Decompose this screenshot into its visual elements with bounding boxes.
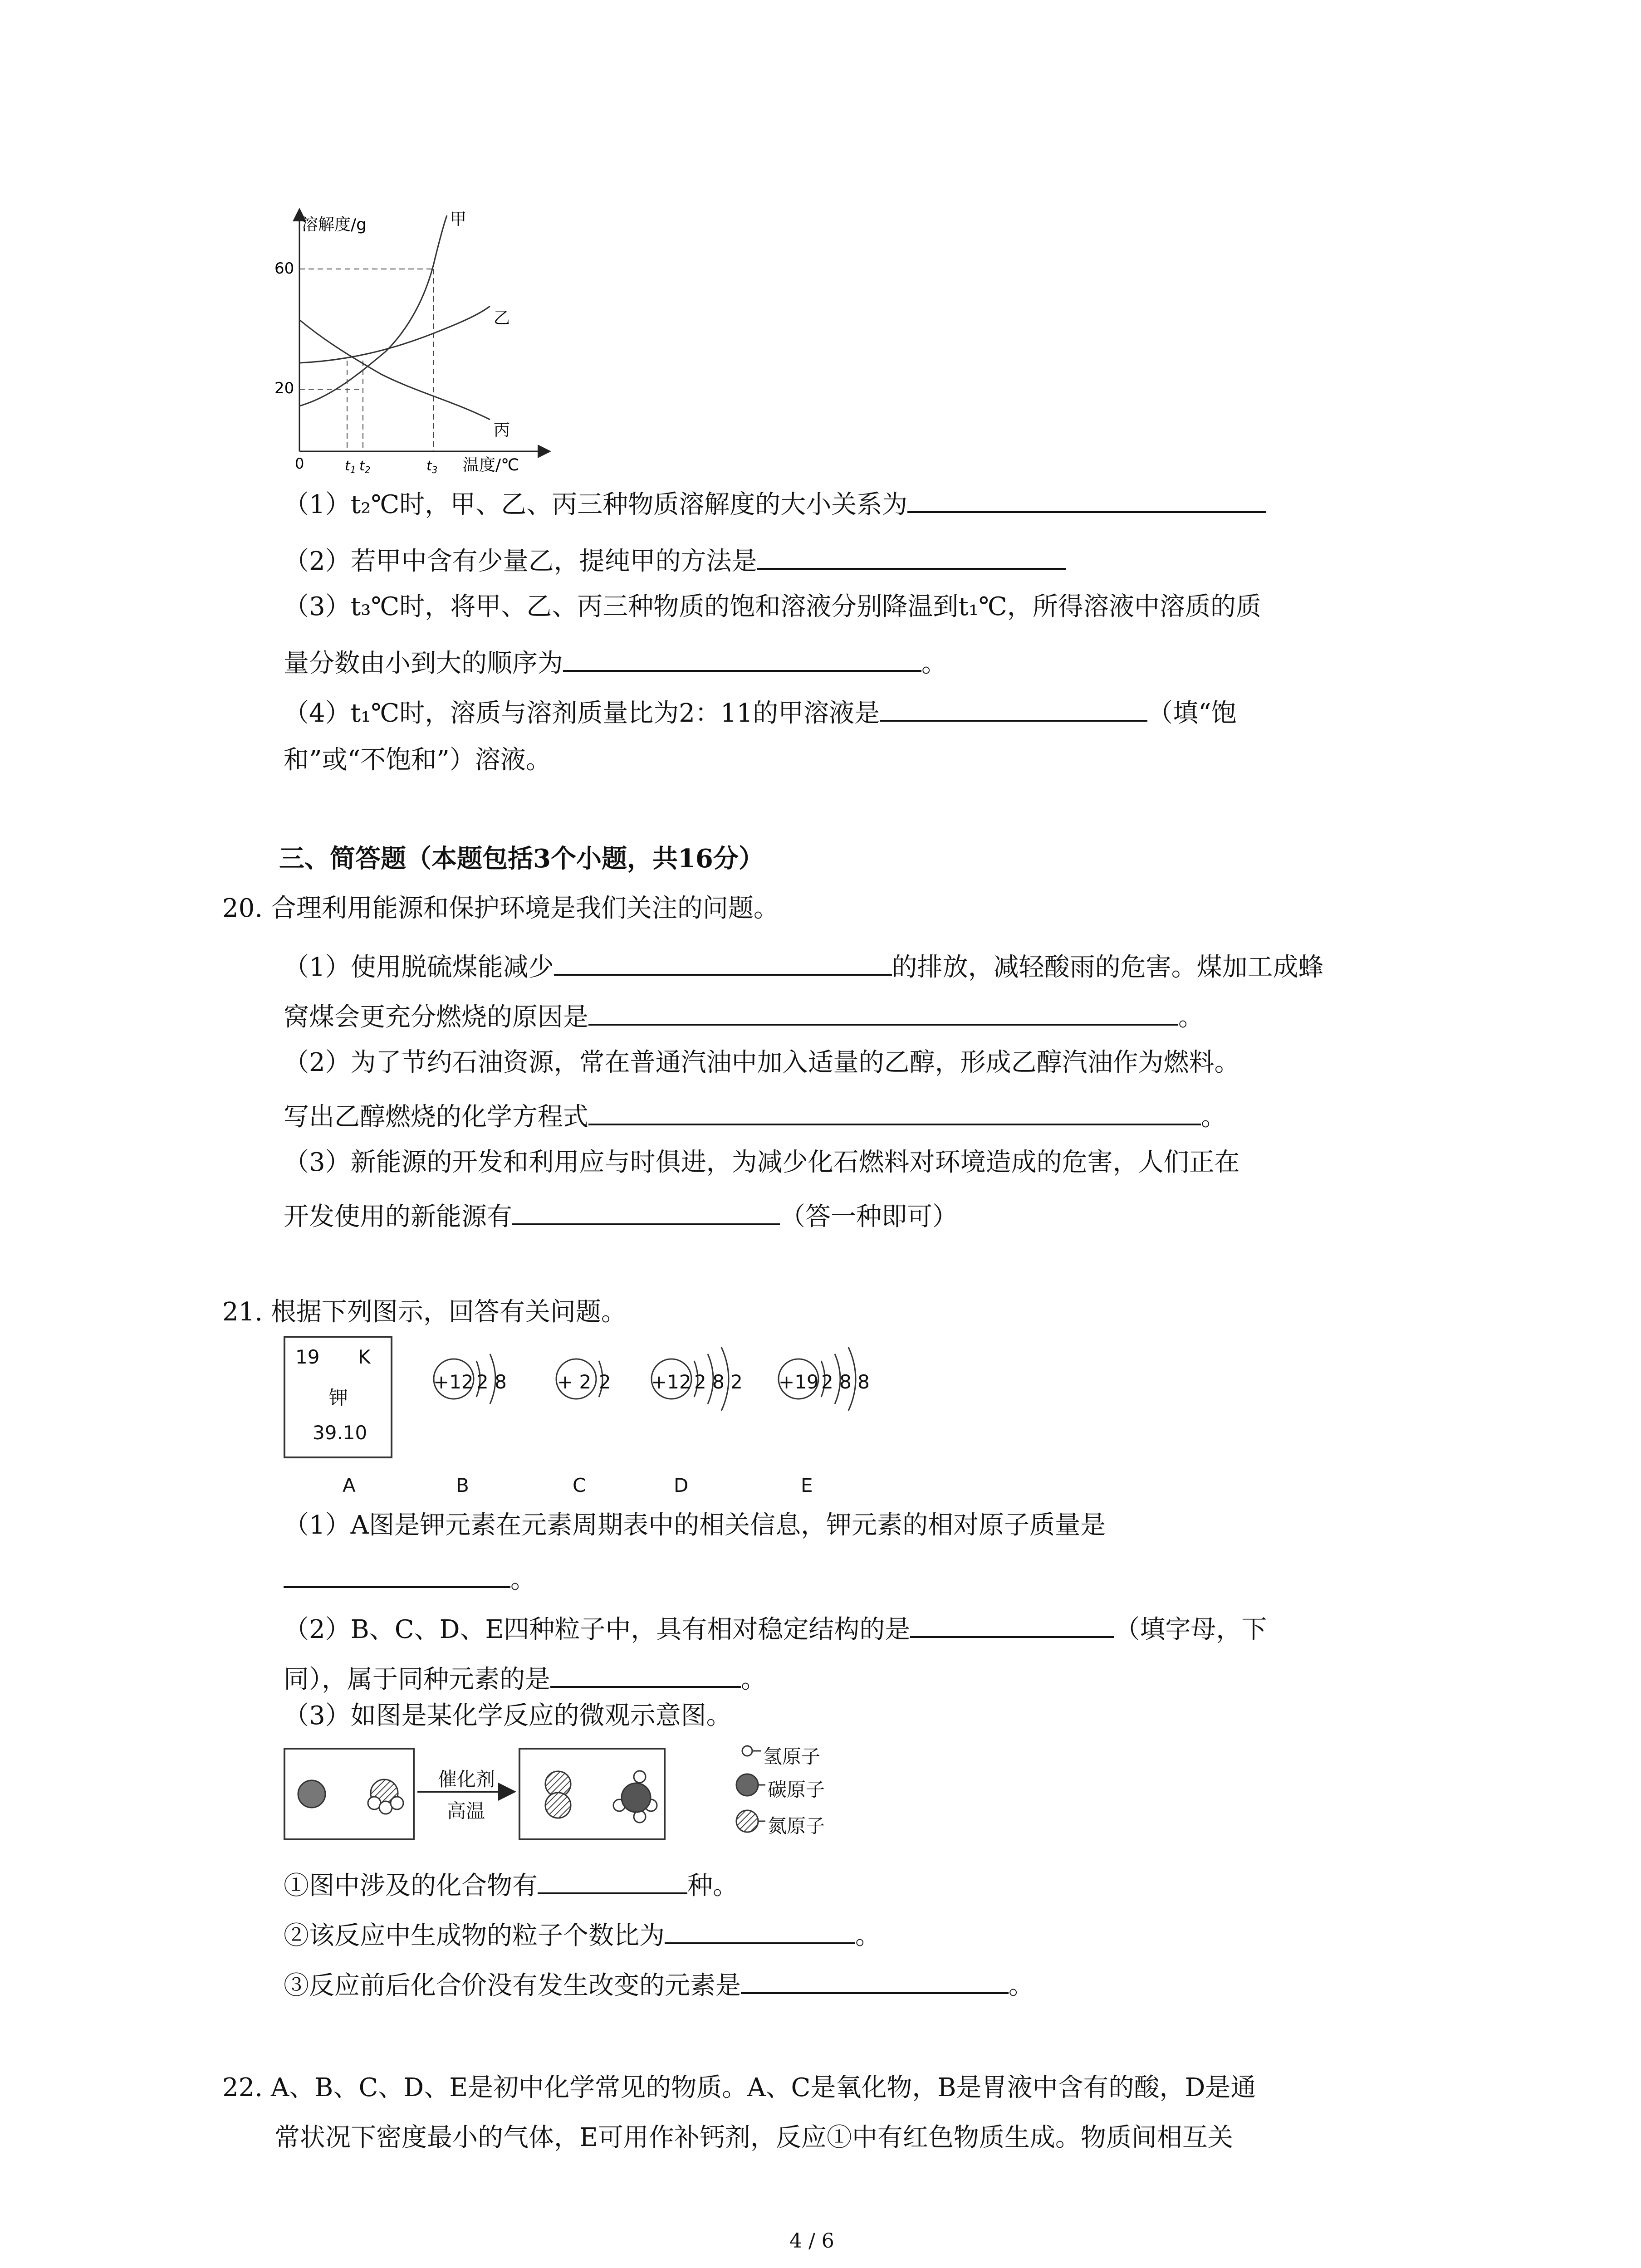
section-heading: 三、简答题（本题包括3个小题，共16分）: [279, 844, 764, 874]
label-c: C: [573, 1474, 586, 1496]
page-number: 4 / 6: [789, 2229, 834, 2253]
atom-b-shells: 2 8: [476, 1371, 507, 1393]
q20-stem: 20. 合理利用能源和保护环境是我们关注的问题。: [222, 894, 779, 923]
answer-blank[interactable]: [550, 1662, 741, 1688]
q21-part3: （3）如图是某化学反应的微观示意图。: [284, 1701, 732, 1730]
curve-jia: [299, 215, 447, 406]
answer-blank[interactable]: [910, 1613, 1114, 1638]
x-tick-t3: $t_3$: [426, 458, 438, 475]
y-tick-20: 20: [274, 379, 294, 397]
label-e: E: [801, 1474, 813, 1496]
label-d: D: [674, 1474, 689, 1496]
legend-carbon-icon: [736, 1774, 758, 1796]
origin-label: 0: [295, 455, 304, 472]
label-jia: 甲: [450, 210, 467, 229]
answer-blank[interactable]: [512, 1200, 780, 1225]
atomic-mass: 39.10: [313, 1422, 367, 1444]
legend-nitrogen-icon: [736, 1810, 758, 1832]
q21-sub3: ③反应前后化合价没有发生改变的元素是 。: [284, 1969, 1034, 1999]
atomic-number: 19: [295, 1346, 320, 1368]
atom-b-nucleus: +12: [433, 1371, 474, 1393]
element-card: [284, 1336, 392, 1458]
solubility-chart: [254, 206, 563, 479]
q21-part1-line2: 。: [284, 1563, 536, 1593]
label-a: A: [343, 1474, 356, 1496]
curve-yi: [299, 306, 490, 363]
q19-part3-line2: 量分数由小到大的顺序为 。: [284, 646, 947, 676]
q22-line2: 常状况下密度最小的气体，E可用作补钙剂，反应①中有红色物质生成。物质间相互关: [274, 2123, 1233, 2152]
nitrogen-atom: [545, 1793, 571, 1818]
legend-hydrogen: 氢原子: [763, 1745, 821, 1768]
chart-xlabel: 温度/℃: [463, 456, 519, 474]
q20-part2-line2: 写出乙醇燃烧的化学方程式 。: [284, 1100, 1226, 1130]
q19-part4-line2: 和”或“不饱和”）溶液。: [284, 745, 551, 775]
q19-part1: （1）t₂℃时，甲、乙、丙三种物质溶解度的大小关系为: [284, 488, 1266, 518]
carbon-atom: [298, 1780, 325, 1808]
answer-blank[interactable]: [563, 646, 921, 672]
q20-part3-line1: （3）新能源的开发和利用应与时俱进，为减少化石燃料对环境造成的危害，人们正在: [284, 1148, 1240, 1177]
q20-part1-line1: （1）使用脱硫煤能减少 的排放，减轻酸雨的危害。煤加工成蜂: [284, 950, 1324, 980]
x-tick-t2: $t_2$: [359, 458, 371, 475]
legend-carbon: 碳原子: [768, 1779, 825, 1801]
atom-d-shells: 2 8 2: [694, 1371, 743, 1393]
q19-part3-line1: （3）t₃℃时，将甲、乙、丙三种物质的饱和溶液分别降温到t₁℃，所得溶液中溶质的质: [284, 592, 1261, 621]
q21-sub1: ①图中涉及的化合物有 种。: [284, 1869, 738, 1899]
atom-e-nucleus: +19: [779, 1371, 819, 1393]
atom-e-shells: 2 8 8: [821, 1371, 870, 1393]
legend-nitrogen: 氮原子: [768, 1815, 825, 1837]
answer-blank[interactable]: [665, 1919, 855, 1944]
y-tick-60: 60: [274, 259, 294, 278]
answer-blank[interactable]: [588, 1100, 1201, 1125]
curve-bing: [299, 320, 490, 420]
answer-blank[interactable]: [757, 544, 1066, 570]
chart-ylabel: 溶解度/g: [302, 215, 367, 234]
answer-blank[interactable]: [588, 1000, 1178, 1026]
element-symbol: K: [358, 1346, 371, 1368]
legend-hydrogen-icon: [742, 1746, 752, 1756]
hydrogen-atom: [634, 1771, 646, 1783]
answer-blank[interactable]: [741, 1969, 1009, 1994]
answer-blank[interactable]: [554, 950, 892, 976]
atom-c-nucleus: + 2: [557, 1371, 592, 1393]
q19-part2: （2）若甲中含有少量乙，提纯甲的方法是: [284, 544, 1066, 574]
arrow-label-heat: 高温: [447, 1800, 485, 1822]
q21-stem: 21. 根据下列图示，回答有关问题。: [222, 1297, 627, 1327]
answer-blank[interactable]: [538, 1869, 687, 1894]
q21-part2-line2: 同），属于同种元素的是 。: [284, 1662, 766, 1692]
q21-sub2: ②该反应中生成物的粒子个数比为 。: [284, 1919, 881, 1949]
label-b: B: [456, 1474, 469, 1496]
answer-blank[interactable]: [907, 488, 1266, 513]
atom-c-shells: 2: [599, 1371, 611, 1393]
atom-d-nucleus: +12: [651, 1371, 691, 1393]
q22-line1: 22. A、B、C、D、E是初中化学常见的物质。A、C是氧化物，B是胃液中含有的酸，D是通: [222, 2073, 1256, 2102]
label-bing: 丙: [494, 421, 510, 440]
x-tick-t1: $t_1$: [345, 458, 356, 475]
q19-part4-line1: （4）t₁℃时，溶质与溶剂质量比为2：11的甲溶液是 （填“饱: [284, 696, 1237, 726]
q20-part2-line1: （2）为了节约石油资源，常在普通汽油中加入适量的乙醇，形成乙醇汽油作为燃料。: [284, 1048, 1240, 1077]
answer-blank[interactable]: [284, 1563, 510, 1588]
arrow-label-catalyst: 催化剂: [438, 1768, 495, 1790]
carbon-atom: [622, 1783, 651, 1812]
label-yi: 乙: [494, 309, 510, 327]
hydrogen-atom: [391, 1797, 403, 1809]
q20-part1-line2: 窝煤会更充分燃烧的原因是 。: [284, 1000, 1204, 1030]
q21-part1-line1: （1）A图是钾元素在元素周期表中的相关信息，钾元素的相对原子质量是: [284, 1510, 1106, 1540]
q21-part2-line1: （2）B、C、D、E四种粒子中，具有相对稳定结构的是 （填字母，下: [284, 1613, 1267, 1642]
q20-part3-line2: 开发使用的新能源有 （答一种即可）: [284, 1200, 958, 1230]
answer-blank[interactable]: [880, 696, 1147, 722]
element-name: 钾: [329, 1387, 348, 1409]
